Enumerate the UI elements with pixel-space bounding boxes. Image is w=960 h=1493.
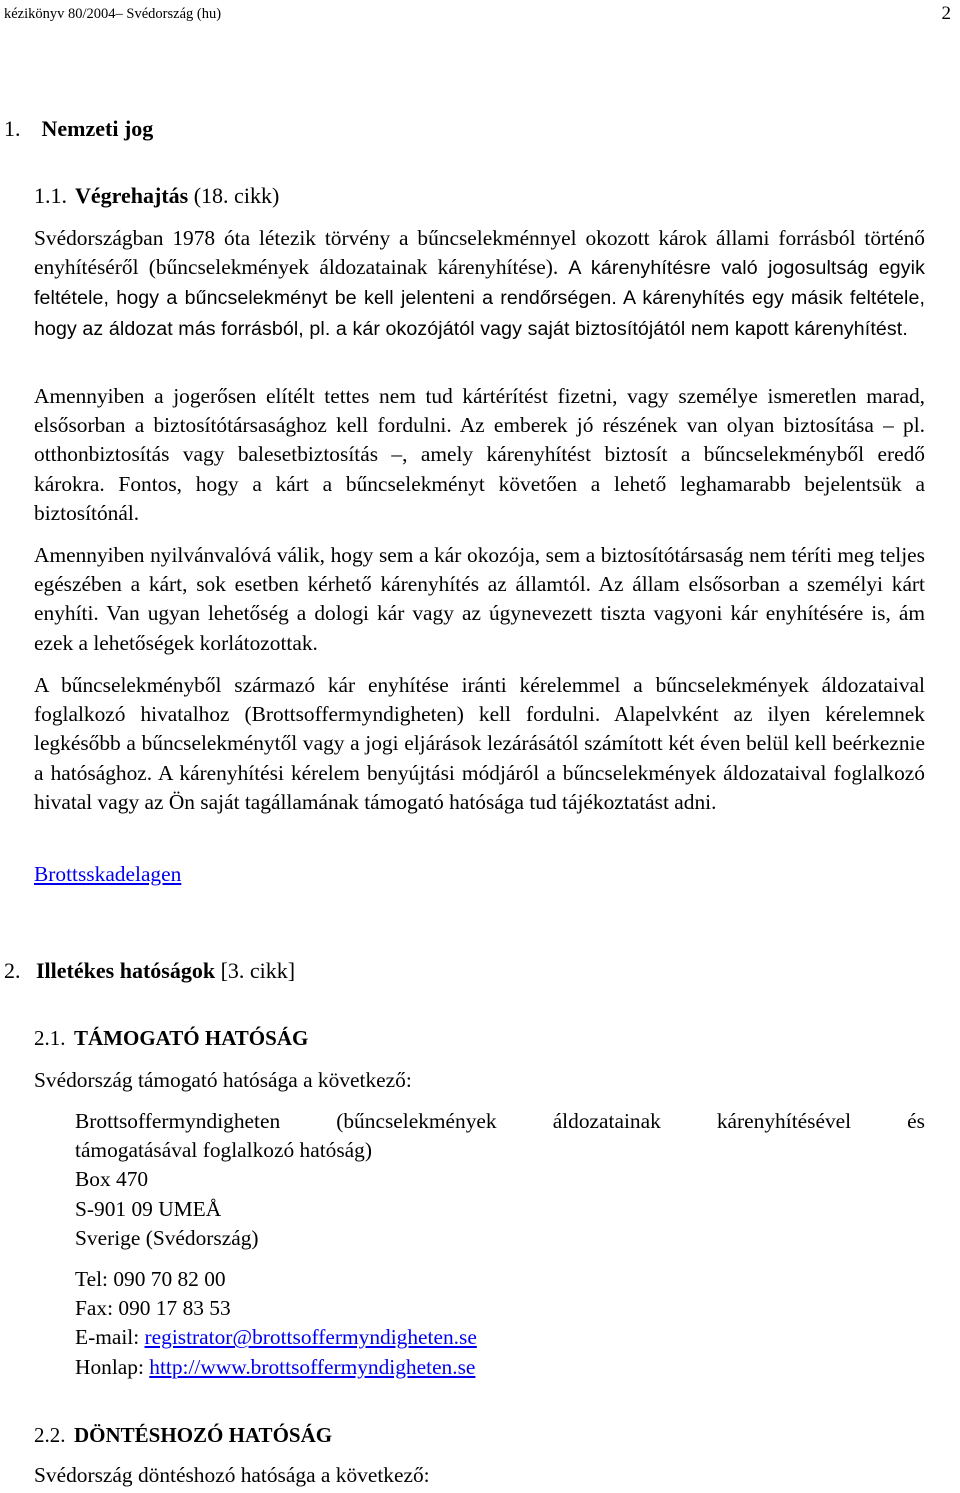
paragraph-1	[34, 224, 925, 344]
email-link[interactable]: registrator@brottsoffermyndigheten.se	[144, 1325, 477, 1350]
subsection-title: TÁMOGATÓ HATÓSÁG	[74, 1026, 309, 1050]
phone-label: Tel:	[75, 1267, 114, 1291]
address-line-4: S-901 09 UMEÅ	[75, 1196, 222, 1221]
subsection-title: Végrehajtás	[75, 183, 189, 208]
section-title: Illetékes hatóságok	[36, 958, 216, 983]
address-line-3: Box 470	[75, 1167, 149, 1192]
support-authority-contacts	[75, 1265, 925, 1382]
support-authority-intro: Svédország támogató hatósága a következő:	[34, 1068, 412, 1092]
address-line-5: Sverige (Svédország)	[75, 1225, 259, 1250]
page-number: 2	[941, 3, 951, 24]
section-number: 2.	[4, 958, 21, 983]
phone-line	[75, 1265, 925, 1294]
subsection-reference: (18. cikk)	[188, 183, 280, 208]
paragraph-3: Amennyiben nyilvánvalóvá válik, hogy sem a kár okozója, sem a biztosítótársaság nem téríti meg teljes egészében a kárt, sok esetben kérhető kárenyhítés az államtól. Az állam elsősorban a személyi kárt enyhíti. Van ugyan lehetőség a dologi kár vagy az úgynevezett tiszta vagyoni kár enyhítésére is, ám ezek a lehetőségek korlátozottak.	[34, 543, 925, 655]
email-label: E-mail:	[75, 1325, 145, 1350]
subsection-number: 2.1.	[34, 1026, 66, 1050]
fax-line	[75, 1294, 925, 1323]
running-header	[0, 2, 960, 26]
brottsskadelagen-link[interactable]: Brottsskadelagen	[34, 862, 182, 886]
paragraph-1-sans: A kárenyhítésre való jogosultság egyik feltétele, hogy a bűncselekményt be kell jelenteni a rendőrségen. A kárenyhítés egy másik feltétele, hogy az áldozat más forrásból, pl. a kár okozójától vagy saját biztosítójától nem kapott kárenyhítést.	[34, 257, 925, 340]
section-2-heading	[4, 957, 295, 985]
support-authority-address	[75, 1107, 925, 1253]
address-line-1: Brottsoffermyndigheten (bűncselekmények áldozatainak kárenyhítésével és	[75, 1109, 925, 1133]
section-1-heading	[4, 115, 153, 143]
address-line-2: támogatásával foglalkozó hatóság)	[75, 1138, 372, 1163]
brottsskadelagen-link-wrap	[34, 860, 181, 889]
website-line	[75, 1353, 925, 1382]
subsection-1-1-heading	[34, 182, 279, 210]
subsection-number: 1.1.	[34, 183, 67, 208]
section-title: Nemzeti jog	[41, 116, 154, 141]
section-number: 1.	[4, 116, 21, 141]
paragraph-2: Amennyiben a jogerősen elítélt tettes nem tud kártérítést fizetni, vagy személye ismeretlen marad, elsősorban a biztosítótársasághoz kell fordulni. Az emberek jó részének van olyan biztosítása – pl. otthonbiztosítás vagy balesetbiztosítás –, amely kárenyhítést biztosít a bűncselekményből eredő károkra. Fontos, hogy a kárt a bűncselekményt követően a lehető leghamarabb bejelentsük a biztosítónál.	[34, 384, 925, 525]
subsection-2-1-heading	[34, 1024, 308, 1052]
subsection-title: DÖNTÉSHOZÓ HATÓSÁG	[74, 1423, 333, 1447]
paragraph-4: A bűncselekményből származó kár enyhítése iránti kérelemmel a bűncselekmények áldozataival foglalkozó hivatalhoz (Brottsoffermyndigheten) kell fordulni. Alapelvként az ilyen kérelemnek legkésőbb a bűncselekménytől vagy a jogi eljárások lezárásától számított két éven belül kell beérkeznie a hatósághoz. A kárenyhítési kérelem benyújtási módjáról a bűncselekmények áldozataival foglalkozó hivatal vagy az Ön saját tagállamának támogató hatósága tud tájékoztatást adni.	[34, 673, 925, 814]
website-label: Honlap:	[75, 1354, 150, 1379]
running-title: kézikönyv 80/2004– Svédország (hu)	[4, 6, 222, 22]
fax-number: 090 17 83 53	[118, 1296, 231, 1321]
section-reference: [3. cikk]	[215, 958, 296, 983]
fax-label: Fax:	[75, 1296, 119, 1321]
decision-authority-intro: Svédország döntéshozó hatósága a következő:	[34, 1463, 430, 1487]
email-line	[75, 1323, 925, 1352]
phone-number: 090 70 82 00	[113, 1267, 226, 1291]
subsection-number: 2.2.	[34, 1423, 66, 1447]
paragraph-1-serif: Svédországban 1978 óta létezik törvény a bűncselekménnyel okozott károk állami forrásból történő enyhítéséről (bűncselekmények áldozatainak kárenyhítése).	[34, 226, 925, 280]
subsection-2-2-heading	[34, 1421, 332, 1449]
website-link[interactable]: http://www.brottsoffermyndigheten.se	[149, 1354, 476, 1379]
